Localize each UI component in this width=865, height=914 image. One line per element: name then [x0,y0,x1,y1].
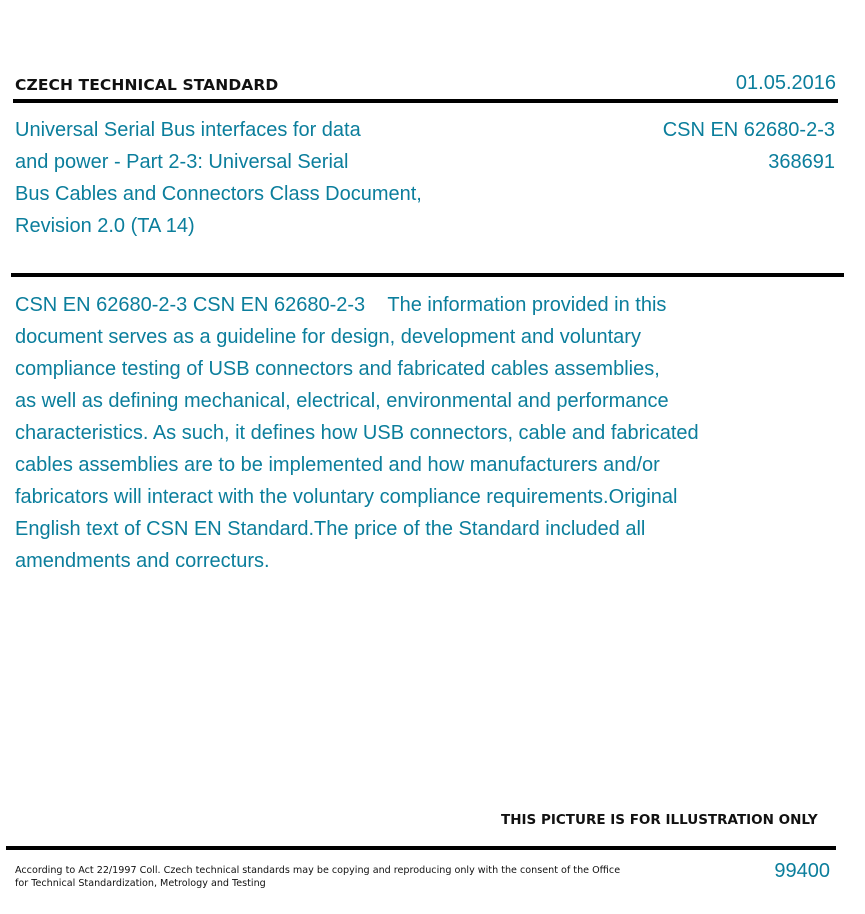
standard-identifiers [663,114,835,178]
description-line: cables assemblies are to be implemented and how manufacturers and/or [15,454,660,476]
standard-type-label: CZECH TECHNICAL STANDARD [15,76,279,94]
description-line: document serves as a guideline for design, development and voluntary [15,326,641,348]
illustration-disclaimer: THIS PICTURE IS FOR ILLUSTRATION ONLY [501,812,818,828]
bottom-divider [6,846,836,850]
description-line: fabricators will interact with the voluntary compliance requirements.Original [15,486,678,508]
legal-notice [15,864,621,890]
description-line: English text of CSN EN Standard.The price of the Standard included all [15,518,646,540]
title-line: Bus Cables and Connectors Class Document, [15,183,422,205]
standard-title [15,114,475,242]
publication-date: 01.05.2016 [735,72,836,94]
description-line: amendments and correcturs. [15,550,270,572]
legal-line: for Technical Standardization, Metrology and Testing [15,878,266,889]
title-line: and power - Part 2-3: Universal Serial [15,151,349,173]
catalog-number: 368691 [768,151,835,173]
description-line: as well as defining mechanical, electrical, environmental and performance [15,390,669,412]
price-code: 99400 [774,860,830,882]
title-line: Revision 2.0 (TA 14) [15,215,195,237]
legal-line: According to Act 22/1997 Coll. Czech technical standards may be copying and reproducing only with the consent of the Office [15,865,621,876]
standard-number: CSN EN 62680-2-3 [662,119,835,141]
description-line: CSN EN 62680-2-3 CSN EN 62680-2-3 The information provided in this [15,294,667,316]
description-line: compliance testing of USB connectors and fabricated cables assemblies, [15,358,660,380]
description-line: characteristics. As such, it defines how USB connectors, cable and fabricated [15,422,699,444]
middle-divider [11,273,844,277]
top-divider [13,99,838,103]
title-line: Universal Serial Bus interfaces for data [15,119,361,141]
standard-description [15,289,760,577]
